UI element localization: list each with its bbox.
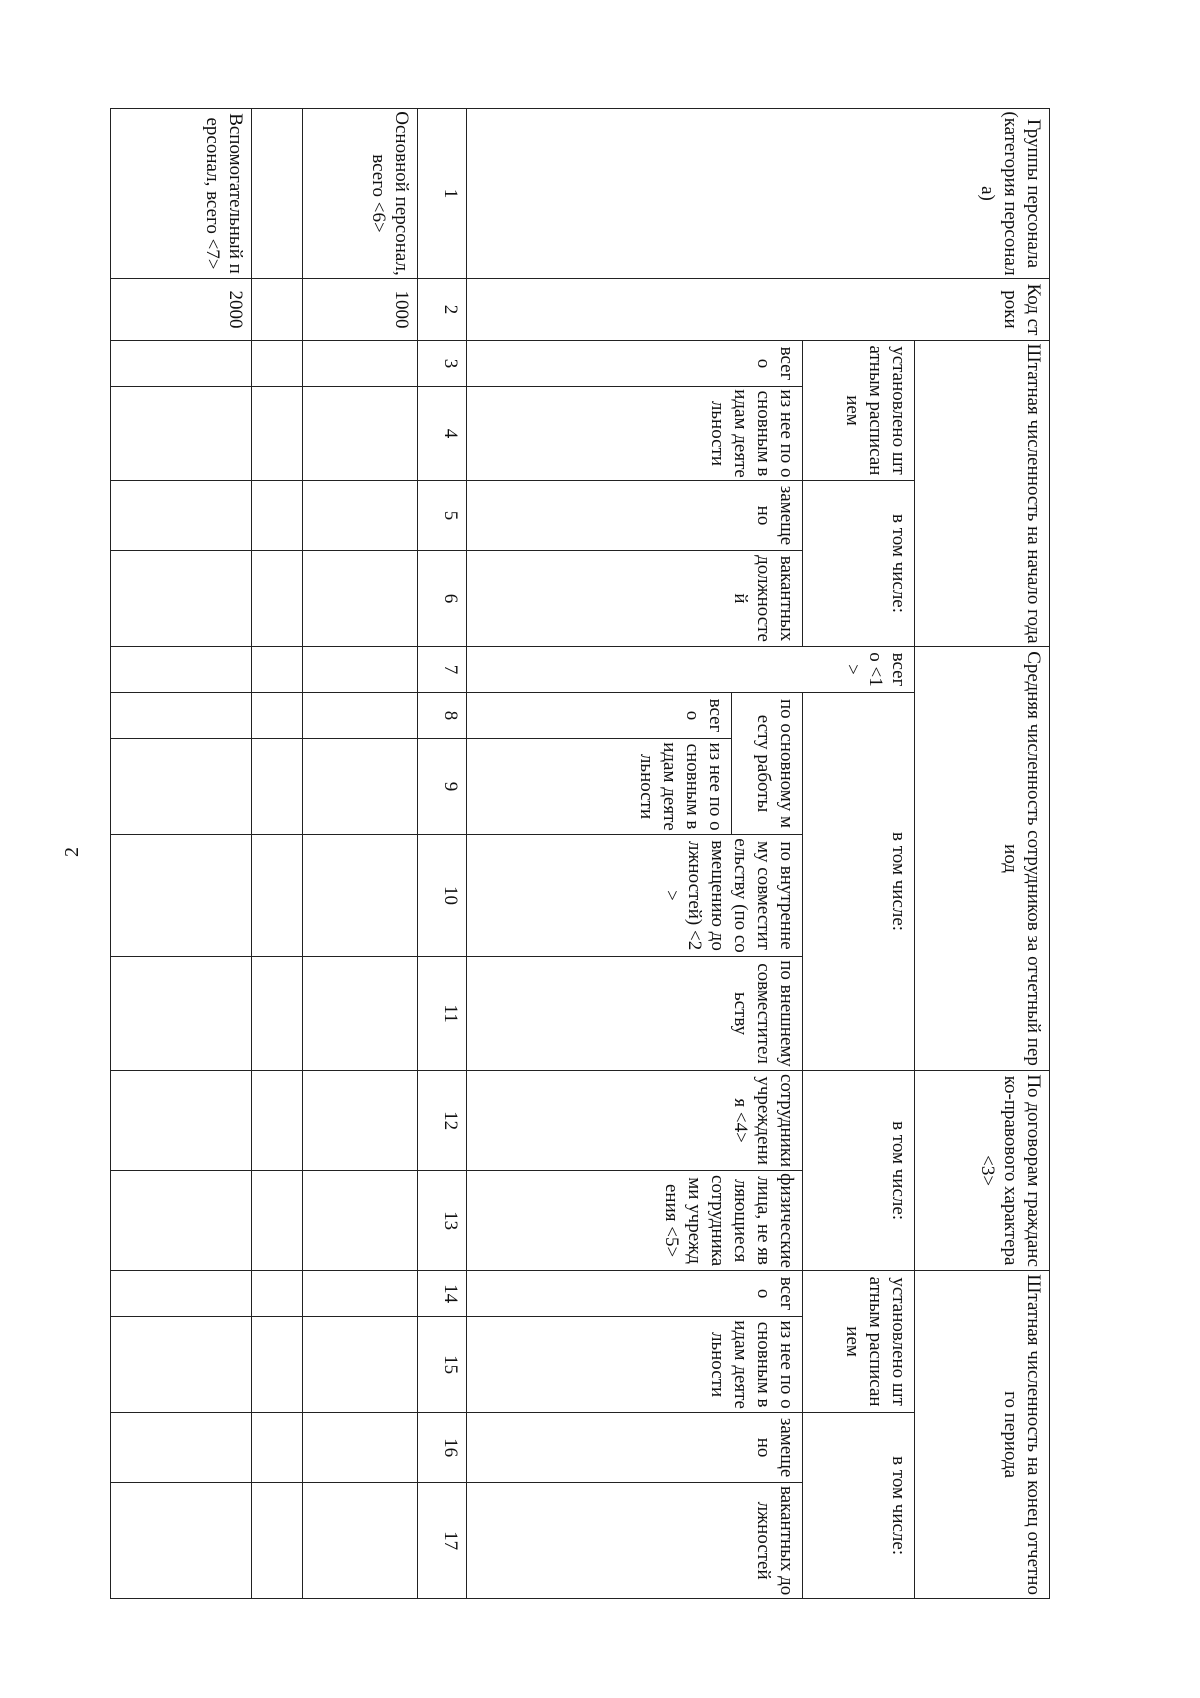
header-main-job: по основному месту работы [731, 693, 802, 835]
data-cell[interactable] [111, 341, 252, 387]
col-number: 11 [418, 957, 467, 1071]
data-cell[interactable] [111, 1171, 252, 1271]
data-cell[interactable] [111, 387, 252, 481]
data-cell[interactable] [303, 1483, 418, 1599]
header-groups: Группы персонала (категория персонала) [466, 109, 1049, 279]
data-cell[interactable] [303, 693, 418, 739]
data-cell[interactable] [303, 835, 418, 957]
header-in-that-start: в том числе: [802, 481, 915, 647]
data-cell[interactable] [111, 647, 252, 693]
data-cell[interactable] [111, 1483, 252, 1599]
data-cell[interactable] [252, 1171, 303, 1271]
page-number: 2 [61, 847, 83, 857]
data-cell[interactable] [252, 551, 303, 647]
row-code: 1000 [303, 279, 418, 341]
data-cell[interactable] [252, 1271, 303, 1317]
data-cell[interactable] [252, 739, 303, 835]
header-of-which-start: из нее по основным видам деятельности [466, 387, 802, 481]
header-filled-start: замещено [466, 481, 802, 551]
data-cell[interactable] [111, 1317, 252, 1413]
data-cell[interactable] [111, 1413, 252, 1483]
col-number: 4 [418, 387, 467, 481]
staffing-table [110, 108, 1050, 1599]
data-cell[interactable] [303, 481, 418, 551]
header-internal: по внутреннему совместительству (по совмещению должностей) <2> [466, 835, 802, 957]
data-cell[interactable] [111, 739, 252, 835]
row-group-label [252, 109, 303, 279]
header-of-which-end: из нее по основным видам деятельности [466, 1317, 802, 1413]
col-number: 17 [418, 1483, 467, 1599]
header-in-that-civil: в том числе: [802, 1071, 915, 1271]
data-cell[interactable] [252, 481, 303, 551]
col-number: 7 [418, 647, 467, 693]
data-cell[interactable] [303, 1171, 418, 1271]
data-cell[interactable] [252, 1483, 303, 1599]
header-main-job-of-which: из нее по основным видам деятельности [466, 739, 731, 835]
data-cell[interactable] [252, 1317, 303, 1413]
row-code [252, 279, 303, 341]
rotated-page-content [110, 108, 1050, 1598]
data-cell[interactable] [303, 1317, 418, 1413]
data-cell[interactable] [303, 957, 418, 1071]
header-individuals: физические лица, не являющиеся сотрудниками учреждения <5> [466, 1171, 802, 1271]
col-number: 5 [418, 481, 467, 551]
header-established-start: установлено штатным расписанием [802, 341, 915, 481]
table-row [252, 109, 303, 1599]
table-row [111, 109, 252, 1599]
data-cell[interactable] [111, 1271, 252, 1317]
header-code: Код строки [466, 279, 1049, 341]
data-cell[interactable] [111, 957, 252, 1071]
header-total-start: всего [466, 341, 802, 387]
data-cell[interactable] [252, 1413, 303, 1483]
col-number: 13 [418, 1171, 467, 1271]
data-cell[interactable] [111, 551, 252, 647]
row-group-label: Вспомогательный персонал, всего <7> [111, 109, 252, 279]
col-number: 1 [418, 109, 467, 279]
row-code: 2000 [111, 279, 252, 341]
data-cell[interactable] [303, 341, 418, 387]
col-number: 12 [418, 1071, 467, 1171]
header-established-end: установлено штатным расписанием [802, 1271, 915, 1413]
data-cell[interactable] [252, 341, 303, 387]
data-cell[interactable] [111, 693, 252, 739]
col-number: 2 [418, 279, 467, 341]
header-filled-end: замещено [466, 1413, 802, 1483]
col-number: 6 [418, 551, 467, 647]
data-cell[interactable] [111, 1071, 252, 1171]
col-number: 15 [418, 1317, 467, 1413]
data-cell[interactable] [303, 1413, 418, 1483]
data-cell[interactable] [252, 835, 303, 957]
data-cell[interactable] [252, 647, 303, 693]
header-average: Средняя численность сотрудников за отчетный период [915, 647, 1050, 1071]
header-employees: сотрудники учреждения <4> [466, 1071, 802, 1171]
col-number: 16 [418, 1413, 467, 1483]
data-cell[interactable] [303, 739, 418, 835]
col-number: 3 [418, 341, 467, 387]
header-vacant-start: вакантных должностей [466, 551, 802, 647]
header-civil: По договорам гражданско-правового характера <3> [915, 1071, 1050, 1271]
col-number: 10 [418, 835, 467, 957]
header-in-that-average: в том числе: [802, 693, 915, 1071]
col-number: 8 [418, 693, 467, 739]
data-cell[interactable] [111, 481, 252, 551]
header-external: по внешнему совместительству [466, 957, 802, 1071]
data-cell[interactable] [252, 957, 303, 1071]
data-cell[interactable] [111, 835, 252, 957]
data-cell[interactable] [252, 387, 303, 481]
data-cell[interactable] [252, 1071, 303, 1171]
header-total-average: всего <1> [466, 647, 914, 693]
header-in-that-end: в том числе: [802, 1413, 915, 1599]
header-total-end: всего [466, 1271, 802, 1317]
header-vacant-end: вакантных должностей [466, 1483, 802, 1599]
col-number: 9 [418, 739, 467, 835]
data-cell[interactable] [303, 647, 418, 693]
data-cell[interactable] [303, 551, 418, 647]
data-cell[interactable] [303, 1071, 418, 1171]
row-group-label: Основной персонал, всего <6> [303, 109, 418, 279]
data-cell[interactable] [303, 1271, 418, 1317]
data-cell[interactable] [252, 693, 303, 739]
header-staff-start: Штатная численность на начало года [915, 341, 1050, 647]
header-main-job-total: всего [466, 693, 731, 739]
table-row [303, 109, 418, 1599]
header-staff-end: Штатная численность на конец отчетного периода [915, 1271, 1050, 1599]
col-number: 14 [418, 1271, 467, 1317]
data-cell[interactable] [303, 387, 418, 481]
